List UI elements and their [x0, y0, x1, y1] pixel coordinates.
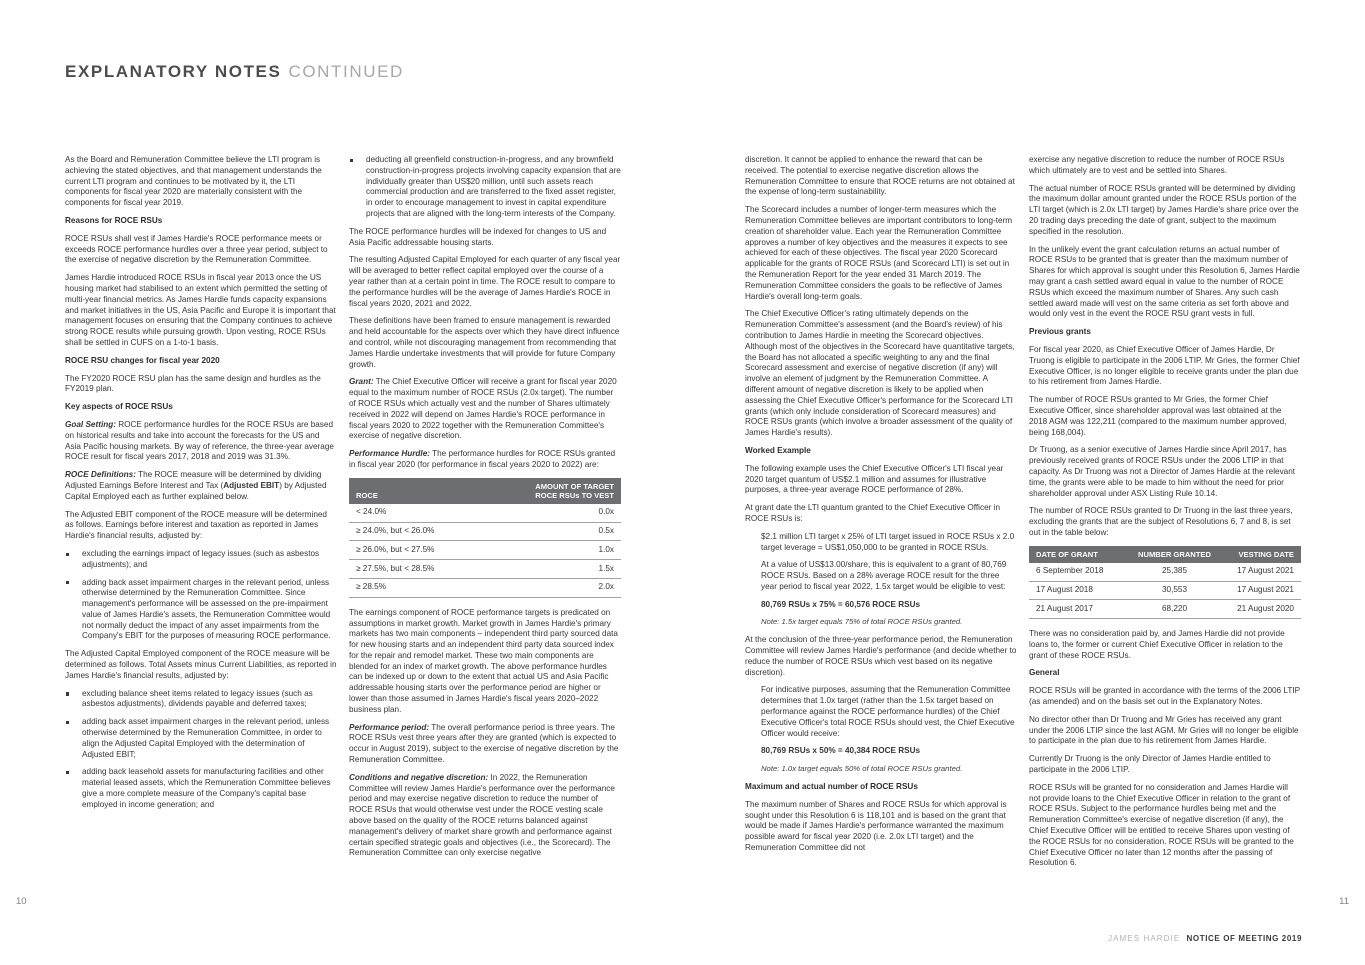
- paragraph: At the conclusion of the three-year performance period, the Remuneration Committee will review James Hardie's performance (and decide whether to reduce the number of ROCE RSUs which vest based on its negative discretion).: [745, 635, 1017, 677]
- table-cell: ≥ 28.5%: [349, 578, 518, 597]
- text-column-1: [65, 155, 337, 818]
- paragraph: Currently Dr Truong is the only Director of James Hardie entitled to participate in the 2006 LTIP.: [1029, 754, 1271, 775]
- table-cell: 17 August 2021: [1219, 581, 1301, 600]
- paragraph: The number of ROCE RSUs granted to Mr Gries, the former Chief Executive Officer, since shareholder approval was last obtained at the 2018 AGM was 122,211 (compared to the maximum number approved, being 168,004).: [1029, 395, 1287, 437]
- table-row: [349, 504, 621, 522]
- table-cell: ≥ 26.0%, but < 27.5%: [349, 541, 518, 560]
- paragraph: The ROCE performance hurdles will be indexed for changes to US and Asia Pacific addressable housing starts.: [349, 226, 607, 247]
- paragraph: No director other than Dr Truong and Mr Gries has received any grant under the 2006 LTIP since the last AGM. Mr Gries will no longer be eligible to participate in the plan due to his retirement from James Hardie.: [1029, 714, 1299, 746]
- table-cell: 1.0x: [518, 541, 621, 560]
- table-row: [349, 522, 621, 541]
- roce-vesting-table: [349, 478, 621, 598]
- bullet-item: adding back asset impairment charges in the relevant period, unless otherwise determined by the Remuneration Committee, in order to align the Adjusted Capital Employed with the determination of Adjusted EBIT;: [65, 717, 337, 760]
- table-header-cell: NUMBER GRANTED: [1130, 546, 1220, 563]
- paragraph: The FY2020 ROCE RSU plan has the same design and hurdles as the FY2019 plan.: [65, 373, 321, 394]
- bullet-item: excluding balance sheet items related to legacy issues (such as asbestos adjustments), dividends payable and deferred taxes;: [65, 689, 337, 711]
- paragraph: discretion. It cannot be applied to enhance the reward that can be received. The potential to exercise negative discretion allows the Remuneration Committee to ensure that ROCE returns are not obtained at the expense of long-term sustainability.: [745, 155, 1015, 197]
- text-column-3: [745, 155, 1017, 861]
- paragraph: At grant date the LTI quantum granted to the Chief Executive Officer in ROCE RSUs is:: [745, 503, 1001, 523]
- paragraph: Grant: The Chief Executive Officer will receive a grant for fiscal year 2020 equal to the maximum number of ROCE RSUs (2.0x target). The number of ROCE RSUs which actually vest and the number of Shares ultimately received in 2022 will depend on James Hardie's ROCE performance in fiscal years 2020 to 2022 together with the Remuneration Committee's exercise of negative discretion.: [349, 377, 617, 441]
- table-header-cell: ROCE: [349, 478, 518, 504]
- table-cell: 17 August 2018: [1029, 581, 1130, 600]
- previous-grants-table: [1029, 546, 1301, 619]
- table-header-cell: DATE OF GRANT: [1029, 546, 1130, 563]
- section-heading: Reasons for ROCE RSUs: [65, 215, 163, 225]
- paragraph: ROCE RSUs shall vest if James Hardie's ROCE performance meets or exceeds ROCE performance hurdles over a three year period, subject to the exercise of negative discretion by the Remuneration Committee.: [65, 233, 328, 265]
- paragraph: The following example uses the Chief Executive Officer's LTI fiscal year 2020 target quantum of US$2.1 million and assumes for illustrative purposes, a three-year average ROCE performance of 28%.: [745, 463, 1004, 495]
- paragraph: Performance period: The overall performance period is three years. The ROCE RSUs vest three years after they are granted (which is expected to occur in August 2019), subject to the exercise of negative discretion by the Remuneration Committee.: [349, 722, 619, 765]
- table-cell: 25,385: [1130, 563, 1220, 581]
- section-heading: General: [1029, 668, 1060, 678]
- paragraph: Performance Hurdle: The performance hurdles for ROCE RSUs granted in fiscal year 2020 (for performance in fiscal years 2020 to 2022) are:: [349, 449, 616, 469]
- section-heading: Maximum and actual number of ROCE RSUs: [745, 782, 918, 792]
- footer-brand: [1108, 934, 1302, 943]
- note-line: Note: 1.5x target equals 75% of total ROCE RSUs granted.: [761, 617, 963, 627]
- paragraph: Goal Setting: ROCE performance hurdles for the ROCE RSUs are based on historical results and take into account the forecasts for the US and Asia Pacific housing markets. By way of reference, the three-year average ROCE result for fiscal years 2017, 2018 and 2019 was 31.3%.: [65, 419, 334, 462]
- bullet-item: adding back leasehold assets for manufacturing facilities and other material leased assets, which the Remuneration Committee believes give a more complete measure of the Company's capital base employed in income generation; and: [65, 767, 337, 810]
- table-row: [1029, 600, 1301, 619]
- table-cell: 0.0x: [518, 504, 621, 522]
- table-cell: 17 August 2021: [1219, 563, 1301, 581]
- footer-document-title: NOTICE OF MEETING 2019: [1186, 934, 1302, 943]
- paragraph: There was no consideration paid by, and James Hardie did not provide loans to, the former or current Chief Executive Officer in relation to the grant of these ROCE RSUs.: [1029, 629, 1285, 660]
- paragraph: These definitions have been framed to ensure management is rewarded and held accountable for the aspects over which they have direct influence and control, while not discouraging management from recommending that James Hardie undertake investments that will provide for future Company growth.: [349, 316, 620, 369]
- page-title-bold: EXPLANATORY NOTES: [65, 62, 282, 81]
- paragraph: The number of ROCE RSUs granted to Dr Truong in the last three years, excluding the grants that are the subject of Resolutions 6, 7 and 8, is set out in the table below:: [1029, 506, 1293, 537]
- section-heading: Worked Example: [745, 445, 811, 455]
- table-cell: 68,220: [1130, 600, 1220, 619]
- paragraph: $2.1 million LTI target x 25% of LTI target issued in ROCE RSUs x 2.0 target leverage = US$1,050,000 to be granted in ROCE RSUs.: [761, 531, 1015, 552]
- table-row: [1029, 563, 1301, 581]
- text-column-2: [349, 155, 621, 866]
- bullet-list: [65, 689, 337, 811]
- formula-line: 80,769 RSUs x 50% = 40,384 ROCE RSUs: [761, 746, 921, 756]
- table-row: [1029, 581, 1301, 600]
- bullet-item: excluding the earnings impact of legacy issues (such as asbestos adjustments); and: [65, 549, 337, 571]
- paragraph: James Hardie introduced ROCE RSUs in fiscal year 2013 once the US housing market had stabilised to an extent which permitted the setting of multi-year financial metrics. As James Hardie funds capacity expansions and market initiatives in the US, Asia Pacific and Europe it is important that management focuses on ensuring that the Company continues to achieve strong ROCE results while pursuing growth. Upon vesting, ROCE RSUs shall be settled in CUFS on a 1-to-1 basis.: [65, 273, 336, 347]
- table-cell: 6 September 2018: [1029, 563, 1130, 581]
- table-cell: 2.0x: [518, 578, 621, 597]
- paragraph: ROCE RSUs will be granted in accordance with the terms of the 2006 LTIP (as amended) and on the basis set out in the Explanatory Notes.: [1029, 686, 1300, 707]
- paragraph: The actual number of ROCE RSUs granted will be determined by dividing the maximum dollar amount granted under the ROCE RSUs portion of the LTI target (which is 2.0x LTI target) by James Hardie's share price over the 20 trading days preceding the date of grant, subject to the maximum specified in the resolution.: [1029, 183, 1299, 236]
- paragraph: As the Board and Remuneration Committee believe the LTI program is achieving the stated objectives, and that management understands the current LTI program and continues to be motivated by it, the LTI components for fiscal year 2020 are materially consistent with the components for fiscal year 2019.: [65, 155, 322, 208]
- page-number-right: 11: [1339, 896, 1349, 907]
- note-line: Note: 1.0x target equals 50% of total ROCE RSUs granted.: [761, 764, 963, 774]
- table-row: [349, 578, 621, 597]
- bullet-item: adding back asset impairment charges in the relevant period, unless otherwise determined by the Remuneration Committee. Since management's performance will be assessed on the pre-impairment value of James Hardie's assets, the Remuneration Committee would not normally deduct the impact of any asset impairments from the Company's EBIT for the purposes of measuring ROCE performance.: [65, 578, 337, 643]
- paragraph: The resulting Adjusted Capital Employed for each quarter of any fiscal year will be averaged to better reflect capital employed over the course of a year rather than at a certain point in time. The ROCE result to compare to the performance hurdles will be the average of James Hardie's ROCE in fiscal years 2020, 2021 and 2022.: [349, 255, 621, 308]
- paragraph: The earnings component of ROCE performance targets is predicated on assumptions in market growth. Market growth in James Hardie's primary markets has two main components – independent third party sourced data for new housing starts and an independent third party data sourced index for the repair and remodel market. These two main components are blended for an index of market growth. The above performance hurdles can be indexed up or down to the extent that actual US and Asia Pacific addressable housing starts over the performance period are higher or lower than those assumed in James Hardie's fiscal years 2020–2022 business plan.: [349, 607, 618, 714]
- bullet-item: deducting all greenfield construction-in-progress, and any brownfield construction-in-progress projects involving capacity expansion that are individually greater than US$20 million, until such assets reach commercial production and are transferred to the fixed asset register, in order to encourage management to invest in capital expenditure projects that are aligned with the long-term interests of the Company.: [349, 155, 621, 220]
- table-cell: 1.5x: [518, 560, 621, 579]
- section-heading: ROCE RSU changes for fiscal year 2020: [65, 355, 220, 365]
- table-cell: 30,553: [1130, 581, 1220, 600]
- paragraph: exercise any negative discretion to reduce the number of ROCE RSUs which ultimately are to vest and be settled into Shares.: [1029, 155, 1285, 175]
- paragraph: For fiscal year 2020, as Chief Executive Officer of James Hardie, Dr Truong is eligible to participate in the 2006 LTIP. Mr Gries, the former Chief Executive Officer, is no longer eligible to receive grants under the plan due to his retirement from James Hardie.: [1029, 344, 1300, 387]
- section-heading: Previous grants: [1029, 327, 1091, 337]
- formula-line: 80,769 RSUs x 75% = 60,576 ROCE RSUs: [761, 599, 921, 609]
- page-title-light: CONTINUED: [288, 62, 404, 81]
- page-title: [65, 62, 404, 82]
- paragraph: The Adjusted Capital Employed component of the ROCE measure will be determined as follows. Total Assets minus Current Liabilities, as reported in James Hardie's financial results, adjusted by:: [65, 649, 337, 680]
- table-cell: ≥ 24.0%, but < 26.0%: [349, 522, 518, 541]
- paragraph: For indicative purposes, assuming that the Remuneration Committee determines that 1.0x target (rather than the 1.5x target based on performance against the ROCE performance hurdles) of the Chief Executive Officer's total ROCE RSUs should vest, the Chief Executive Officer would receive:: [761, 685, 1015, 738]
- paragraph: The Chief Executive Officer's rating ultimately depends on the Remuneration Committee's assessment (and the Board's review) of his contribution to James Hardie in meeting the Scorecard objectives. Although most of the objectives in the Scorecard have quantitative targets, the Board has not allocated a specific weighting to any and the final Scorecard assessment and exercise of negative discretion (if any) will involve an element of judgment by the Remuneration Committee. A different amount of negative discretion is likely to be applied when assessing the Chief Executive Officer's performance for the Scorecard LTI grants (which only include consideration of Scorecard measures) and ROCE RSUs grants (which involve a broader assessment of the quality of James Hardie's results).: [745, 309, 1015, 438]
- paragraph: ROCE Definitions: The ROCE measure will be determined by dividing Adjusted Earnings Before Interest and Tax (Adjusted EBIT) by Adjusted Capital Employed each as further explained below.: [65, 470, 327, 501]
- table-header-cell: VESTING DATE: [1219, 546, 1301, 563]
- paragraph: The maximum number of Shares and ROCE RSUs for which approval is sought under this Resolution 6 is 118,101 and is based on the grant that would be made if James Hardie's performance warranted the maximum possible award for fiscal year 2020 (i.e. 2.0x LTI target) and the Remuneration Committee did not: [745, 799, 1007, 853]
- paragraph: The Adjusted EBIT component of the ROCE measure will be determined as follows. Earnings before interest and taxation as reported in James Hardie's financial results, adjusted by:: [65, 509, 327, 541]
- bullet-list: [349, 155, 621, 220]
- page-number-left: 10: [16, 896, 27, 907]
- table-cell: ≥ 27.5%, but < 28.5%: [349, 560, 518, 579]
- paragraph: At a value of US$13.00/share, this is equivalent to a grant of 80,769 ROCE RSUs. Based on a 28% average ROCE result for the three year period to fiscal year 2022, 1.5x target would be eligible to vest:: [761, 560, 1007, 591]
- table-row: [349, 541, 621, 560]
- table-cell: 21 August 2017: [1029, 600, 1130, 619]
- footer-brand-name: JAMES HARDIE: [1107, 934, 1181, 943]
- table-row: [349, 560, 621, 579]
- text-column-4: [1029, 155, 1301, 876]
- paragraph: Conditions and negative discretion: In 2022, the Remuneration Committee will review James Hardie's performance over the performance period and may exercise negative discretion to reduce the number of ROCE RSUs that would otherwise vest under the ROCE vesting scale above based on the quality of the ROCE returns balanced against management's delivery of market share growth and performance against certain specified strategic goals and objectives (i.e., the Scorecard). The Remuneration Committee can only exercise negative: [349, 772, 615, 858]
- table-header-cell: AMOUNT OF TARGET ROCE RSUs TO VEST: [518, 478, 621, 504]
- paragraph: The Scorecard includes a number of longer-term measures which the Remuneration Committee believes are important contributors to long-term creation of shareholder value. Each year the Remuneration Committee approves a number of key objectives and the measures it expects to see achieved for each of these objectives. The fiscal year 2020 Scorecard applicable for the grants of ROCE RSUs (and Scorecard LTI) is set out in the Remuneration Report for the year ended 31 March 2019. The Remuneration Committee considers the goals to be reflective of James Hardie's overall long-term goals.: [745, 205, 1013, 301]
- table-cell: 21 August 2020: [1219, 600, 1301, 619]
- table-cell: 0.5x: [518, 522, 621, 541]
- paragraph: In the unlikely event the grant calculation returns an actual number of ROCE RSUs to be granted that is greater than the maximum number of Shares for which approval is sought under this Resolution 6, James Hardie may grant a cash settled award equal in value to the number of ROCE RSUs which exceed the maximum number of Shares. Any such cash settled award made will vest on the same criteria as set forth above and would only vest in the event the ROCE RSU grant vests in full.: [1029, 244, 1300, 319]
- bullet-list: [65, 549, 337, 642]
- table-cell: < 24.0%: [349, 504, 518, 522]
- paragraph: Dr Truong, as a senior executive of James Hardie since April 2017, has previously received grants of ROCE RSUs under the 2006 LTIP in that capacity. As Dr Truong was not a Director of James Hardie at the relevant time, the grants were able to be made to him without the need for prior shareholder approval under ASX Listing Rule 10.14.: [1029, 445, 1296, 498]
- paragraph: ROCE RSUs will be granted for no consideration and James Hardie will not provide loans to the Chief Executive Officer in relation to the grant of ROCE RSUs. Subject to the performance hurdles being met and the Remuneration Committee's exercise of negative discretion (if any), the Chief Executive Officer will be entitled to receive Shares upon vesting of the ROCE RSUs for no consideration. ROCE RSUs will be granted to the Chief Executive Officer no later than 12 months after the passing of Resolution 6.: [1029, 782, 1294, 868]
- section-heading: Key aspects of ROCE RSUs: [65, 402, 173, 412]
